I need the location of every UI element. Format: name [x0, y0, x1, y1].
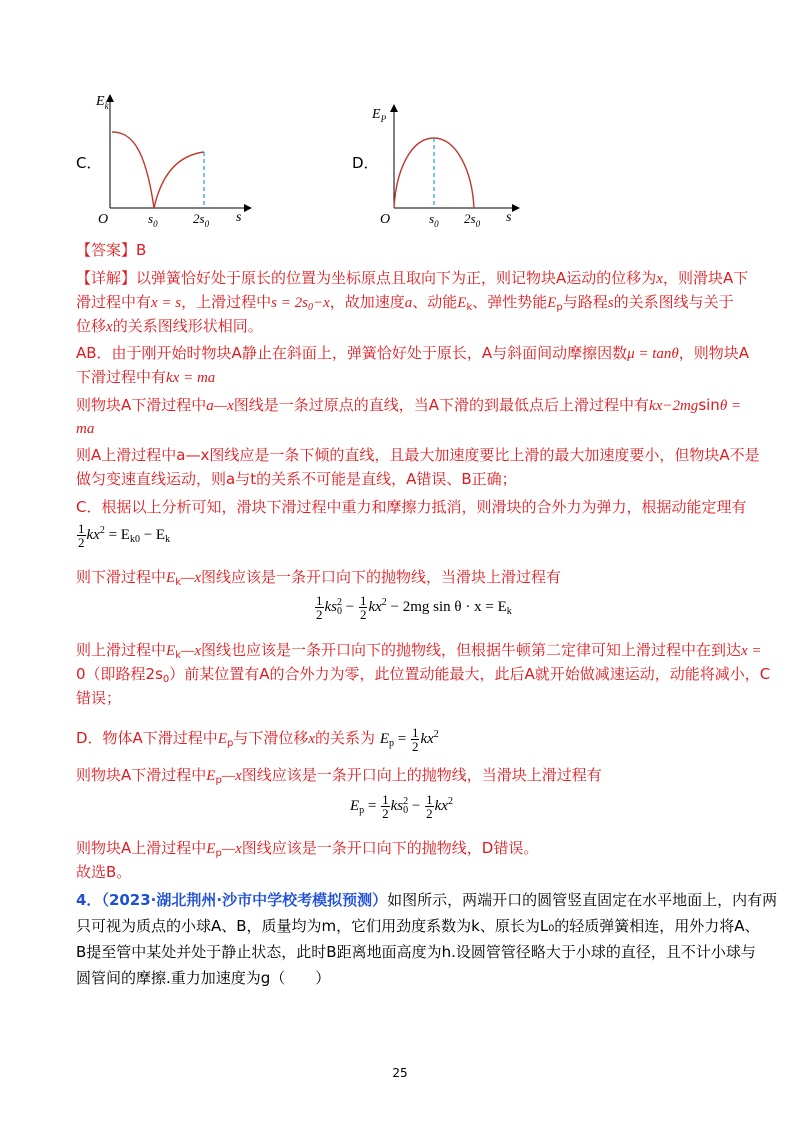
- detail-text: 的关系图线形状相同。: [112, 317, 263, 335]
- detail-eq: s = 2s: [271, 295, 308, 311]
- ab-eq: μ = tanθ: [627, 346, 679, 362]
- detail-eq: x = s: [151, 295, 182, 311]
- detail-text: 的关系图线与关于: [613, 293, 734, 311]
- graph-c-tick-2s0: $2s_0$: [193, 211, 210, 229]
- ab-text: 图线是一条过原点的直线，当A下滑的到最低点后上滑过程中有: [233, 396, 650, 414]
- graph-c-y-label: $E_k$: [96, 94, 109, 111]
- frac-num: 1: [426, 792, 433, 807]
- c-text: 0（即路程: [76, 665, 146, 683]
- d-var: E: [206, 768, 216, 784]
- c-text: 图线也应该是一条开口向下的抛物线，但根据牛顿第二定律可知上滑过程中在到达: [200, 641, 741, 659]
- c-eq1-rhs: = E: [108, 526, 130, 543]
- ab-text: 则物块A下滑过程中: [76, 396, 207, 414]
- frac-den: 2: [426, 806, 433, 821]
- d-line-2: [76, 765, 602, 791]
- ab-text: 下滑过程中有: [76, 368, 167, 386]
- detail-text: 位移: [76, 317, 107, 335]
- d-eq-lhs: E: [379, 731, 389, 747]
- ab-line-1: [76, 343, 749, 364]
- ab-eq: sin: [698, 396, 720, 414]
- d-equation: $E_p$ = $\frac{1}{2}$ $ks_0^2$ − $\frac{1}{2}$ $kx^2$: [350, 792, 453, 821]
- d-text: 则物块A下滑过程中: [76, 766, 207, 784]
- ab-line-3: [76, 395, 741, 416]
- c-var: —x: [180, 570, 201, 586]
- c-line-5: 错误；: [76, 689, 122, 707]
- detail-text: ，则滑块A下: [662, 269, 749, 287]
- c-text: 则上滑过程中: [76, 641, 167, 659]
- c-line-4: [76, 664, 770, 690]
- graph-d-y-label: $E_P$: [372, 107, 387, 124]
- q4-line-2: 只可视为质点的小球A、B，质量均为m，它们用劲度系数为k、原长为L₀的轻质弹簧相连，用外力将A、: [76, 917, 760, 935]
- frac-num: 1: [359, 593, 367, 608]
- c-eq1-sub2: k: [165, 533, 171, 545]
- c-var: E: [166, 570, 176, 586]
- q4-line-4: 圆管间的摩擦.重力加速度为g（ ）: [76, 969, 331, 987]
- d-eq-equals: =: [397, 731, 407, 747]
- detail-sub: k: [466, 302, 473, 313]
- graph-d-origin: O: [380, 212, 391, 227]
- detail-text: 、动能: [412, 293, 458, 311]
- c-eq2: − 2mg sin θ · x = E: [390, 598, 507, 615]
- answer-value: B: [136, 241, 147, 259]
- c-sub: k: [175, 577, 181, 588]
- ab-line-4: ma: [76, 421, 95, 437]
- answer-line: [76, 240, 146, 260]
- ab-eq: θ =: [719, 398, 742, 414]
- frac-den: 2: [359, 607, 367, 622]
- c-line-2: [76, 567, 561, 593]
- option-d-label: D．: [352, 154, 379, 172]
- detail-var: s: [607, 295, 614, 311]
- detail-text: 与路程: [562, 293, 608, 311]
- q4-line-3: B提至管中某处并处于静止状态，此时B距离地面高度为h.设圆管管径略大于小球的直径，且不计小球与: [76, 943, 756, 961]
- q4-source: （2023·湖北荆州·沙市中学校考模拟预测）: [101, 891, 388, 909]
- page-number: 25: [392, 1066, 408, 1080]
- detail-text: 、弹性势能: [472, 293, 548, 311]
- graph-c-tick-s0: $s_0$: [148, 211, 158, 229]
- detail-line-3: [76, 316, 263, 337]
- graph-c-curve-up: [154, 152, 204, 208]
- c-sub: 0: [162, 674, 170, 685]
- answer-tag: 【答案】: [76, 241, 137, 259]
- d-var: E: [217, 731, 227, 747]
- d-var: —x: [221, 768, 242, 784]
- frac-num: 1: [411, 725, 419, 741]
- graph-d-tick-2s0: $2s_0$: [464, 211, 481, 229]
- detail-eq: −x: [312, 295, 330, 311]
- c-eq: x =: [741, 643, 762, 659]
- graph-c: [90, 90, 260, 230]
- d-line-4: 故选B。: [76, 863, 132, 881]
- ab-eq: kx−2mg: [649, 398, 699, 414]
- d-sub: p: [215, 775, 222, 786]
- c-var: —x: [180, 643, 201, 659]
- d-text: D．物体A下滑过程中: [76, 729, 218, 747]
- q4-line-1: [76, 890, 777, 910]
- detail-sub: 0: [307, 302, 313, 313]
- detail-line-1: [76, 268, 748, 289]
- detail-text: 以弹簧恰好处于原长的位置为坐标原点且取向下为正，则记物块A运动的位移为: [136, 269, 657, 287]
- q4-text: 如图所示，两端开口的圆管竖直固定在水平地面上，内有两: [387, 891, 778, 909]
- ab-eq: kx = ma: [166, 370, 216, 386]
- ab-line-6: 做匀变速直线运动，则a与t的关系不可能是直线，A错误、B正确；: [76, 470, 517, 488]
- graph-c-x-label: s: [236, 210, 242, 225]
- frac-den: 2: [382, 806, 389, 821]
- c-eq: 2s: [145, 665, 163, 683]
- detail-tag: 【详解】: [76, 269, 137, 287]
- d-var: x: [308, 731, 316, 747]
- ab-eq: a—x: [206, 398, 234, 414]
- detail-line-2: [76, 292, 734, 318]
- c-text: ）前某位置有A的合外力为零，此位置动能最大，此后A就开始做减速运动，动能将减小，C: [169, 665, 771, 683]
- d-var: —x: [221, 841, 242, 857]
- c-equation-1: $\frac{1}{2}$ $kx^2 = E_{k0} - E_k$: [78, 521, 171, 550]
- d-sub: p: [226, 738, 234, 749]
- frac-den: 2: [78, 535, 85, 550]
- d-text: 与下滑位移: [233, 729, 309, 747]
- frac-num: 1: [78, 521, 85, 536]
- d-text: 的关系为: [315, 729, 376, 747]
- ab-text: AB．由于刚开始时物块A静止在斜面上，弹簧恰好处于原长，A与斜面间动摩擦因数: [76, 344, 628, 362]
- d-var: E: [206, 841, 216, 857]
- c-line-3: [76, 640, 762, 666]
- ab-line-2: [76, 367, 215, 388]
- detail-sub: p: [556, 302, 563, 313]
- graph-d-x-label: s: [506, 210, 512, 225]
- d-line-1: D．物体A下滑过程中$E_p$与下滑位移x的关系为 $E_p$ = $\frac{1}{2}$ $kx^2$: [76, 725, 439, 755]
- ab-text: ，则物块A: [678, 344, 750, 362]
- d-text: 图线应该是一条开口向下的抛物线，D错误。: [241, 839, 539, 857]
- c-line-1: C．根据以上分析可知，滑块下滑过程中重力和摩擦力抵消，则滑块的合外力为弹力，根据动能定理有: [76, 498, 747, 516]
- c-eq1-sub1: k0: [129, 533, 140, 545]
- graph-d: [366, 90, 536, 230]
- c-eq2-sub: k: [506, 605, 512, 617]
- frac-num: 1: [316, 593, 323, 608]
- detail-text: ，故加速度: [329, 293, 405, 311]
- graph-c-curve-down: [112, 132, 154, 208]
- frac-den: 2: [411, 739, 419, 755]
- d-sub: p: [215, 848, 222, 859]
- c-text: 图线应该是一条开口向下的抛物线，当滑块上滑过程有: [200, 568, 561, 586]
- c-eq1-minus: − E: [143, 526, 166, 543]
- c-text: 则下滑过程中: [76, 568, 167, 586]
- frac-num: 1: [382, 792, 389, 807]
- detail-var: x: [656, 271, 663, 287]
- d-text: 图线应该是一条开口向上的抛物线，当滑块上滑过程有: [241, 766, 602, 784]
- d-line-3: [76, 838, 538, 864]
- d-eq-sub: p: [359, 804, 365, 816]
- d-eq-lhs: E: [350, 797, 360, 814]
- detail-var: E: [547, 295, 557, 311]
- detail-var: x: [106, 319, 113, 335]
- graph-c-origin: O: [98, 212, 109, 227]
- detail-var: a: [404, 295, 413, 311]
- ab-line-5: 则A上滑过程中a—x图线应是一条下倾的直线，且最大加速度要比上滑的最大加速度要小，但物块A不是: [76, 446, 760, 464]
- c-sub: k: [175, 650, 181, 661]
- d-eq-sub: p: [389, 738, 394, 749]
- option-c-label: C．: [76, 154, 102, 172]
- detail-text: ，上滑过程中: [181, 293, 272, 311]
- q4-number: 4．: [76, 891, 102, 909]
- detail-var: E: [457, 295, 467, 311]
- d-text: 则物块A上滑过程中: [76, 839, 207, 857]
- detail-text: 滑过程中有: [76, 293, 152, 311]
- c-equation-2: $\frac{1}{2}$ $ks_0^2$ − $\frac{1}{2}$ $kx^2 - 2mg$ $\sin \theta \cdot x = E_k$: [316, 593, 512, 622]
- graph-d-tick-s0: $s_0$: [429, 211, 439, 229]
- c-var: E: [166, 643, 176, 659]
- frac-den: 2: [316, 607, 323, 622]
